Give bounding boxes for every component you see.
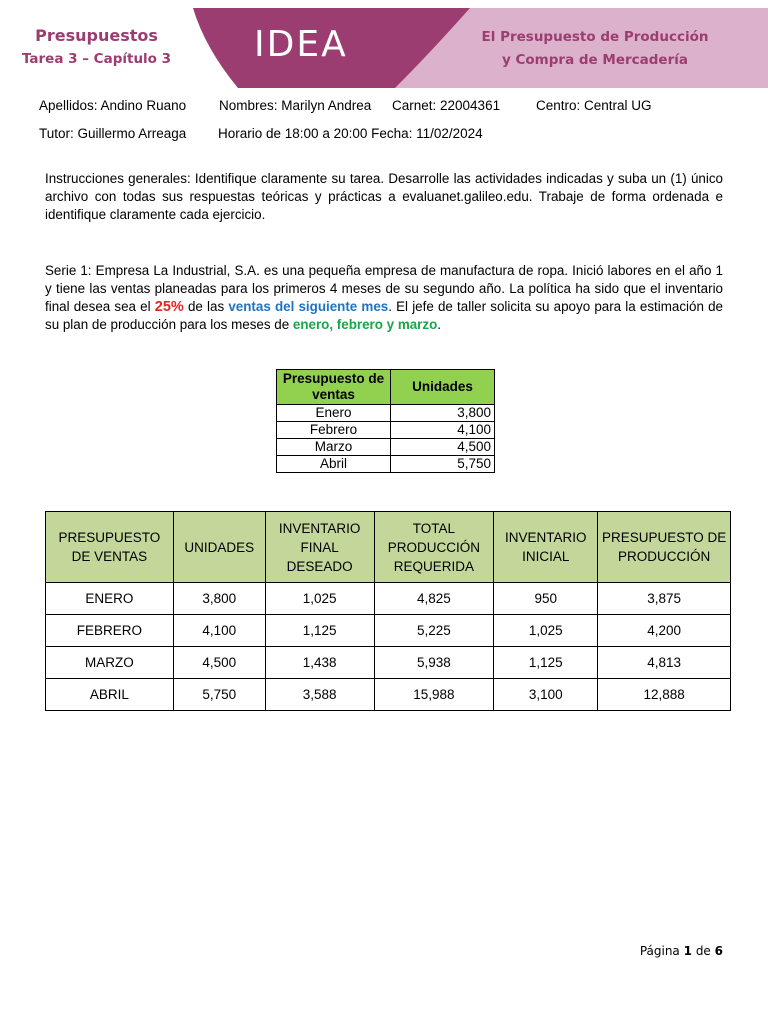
table-cell: 3,800 bbox=[391, 405, 495, 422]
table-row bbox=[277, 422, 495, 439]
table-cell: 3,100 bbox=[494, 679, 598, 711]
table-cell: FEBRERO bbox=[46, 615, 174, 647]
page-of: de bbox=[695, 944, 711, 958]
table-cell: Enero bbox=[277, 405, 391, 422]
serie-paragraph bbox=[45, 262, 723, 334]
student-carnet: Carnet: 22004361 bbox=[392, 98, 501, 113]
table-cell: 5,750 bbox=[173, 679, 265, 711]
serie-ventas: ventas del siguiente mes bbox=[228, 299, 389, 314]
table-cell: ABRIL bbox=[46, 679, 174, 711]
table-cell: 4,200 bbox=[598, 615, 731, 647]
table-cell: 5,750 bbox=[391, 456, 495, 473]
production-table-header bbox=[46, 512, 731, 583]
table-cell: Marzo bbox=[277, 439, 391, 456]
table-cell: 12,888 bbox=[598, 679, 731, 711]
table-cell: 4,100 bbox=[173, 615, 265, 647]
production-header-cell: INVENTARIO INICIAL bbox=[494, 512, 598, 583]
header-banner bbox=[0, 8, 768, 88]
table-cell: 4,825 bbox=[374, 583, 494, 615]
production-header-cell: PRESUPUESTO DE VENTAS bbox=[46, 512, 174, 583]
table-row bbox=[277, 456, 495, 473]
student-centro: Centro: Central UG bbox=[536, 98, 652, 113]
production-header-cell: INVENTARIO FINAL DESEADO bbox=[265, 512, 374, 583]
table-cell: ENERO bbox=[46, 583, 174, 615]
production-header-cell: PRESUPUESTO DE PRODUCCIÓN bbox=[598, 512, 731, 583]
serie-text-1: Serie 1: Empresa La Industrial, S.A. es una pequeña empresa de manufactura de ropa. Inició labores en el año 1 y tiene las ventas planeadas para los primeros 4 meses de su segundo año. La política ha sido que el inventario final desea sea el bbox=[45, 263, 723, 314]
table-cell: 1,025 bbox=[494, 615, 598, 647]
sales-budget-table bbox=[276, 369, 495, 473]
sales-table-header bbox=[277, 370, 495, 405]
table-cell: 5,225 bbox=[374, 615, 494, 647]
table-cell: Abril bbox=[277, 456, 391, 473]
header-course bbox=[0, 26, 193, 72]
student-tutor: Tutor: Guillermo Arreaga bbox=[39, 126, 187, 141]
table-cell: 5,938 bbox=[374, 647, 494, 679]
table-cell: 4,500 bbox=[391, 439, 495, 456]
idea-logo: IDEA bbox=[254, 24, 348, 65]
header-topic bbox=[470, 26, 720, 72]
student-horario: Horario de 18:00 a 20:00 Fecha: 11/02/2024 bbox=[218, 126, 483, 141]
serie-text-2: de las bbox=[183, 299, 229, 314]
table-row bbox=[277, 439, 495, 456]
production-header-cell: UNIDADES bbox=[173, 512, 265, 583]
table-row bbox=[46, 679, 731, 711]
table-row bbox=[277, 405, 495, 422]
production-header-cell: TOTAL PRODUCCIÓN REQUERIDA bbox=[374, 512, 494, 583]
table-row bbox=[46, 615, 731, 647]
serie-percent: 25% bbox=[154, 299, 184, 315]
table-row bbox=[46, 647, 731, 679]
page-current: 1 bbox=[683, 944, 692, 958]
page-label: Página bbox=[639, 944, 680, 958]
table-cell: 3,588 bbox=[265, 679, 374, 711]
student-nombres: Nombres: Marilyn Andrea bbox=[219, 98, 372, 113]
production-budget-table bbox=[45, 511, 731, 711]
page-total: 6 bbox=[714, 944, 723, 958]
instructions-paragraph: Instrucciones generales: Identifique claramente su tarea. Desarrolle las actividades indicadas y suba un (1) único archivo con todas sus respuestas teóricas y prácticas a evaluanet.galileo.edu. Trabaje de forma ordenada e identifique claramente cada ejercicio. bbox=[45, 171, 723, 222]
table-cell: 4,813 bbox=[598, 647, 731, 679]
serie-text-3: . El jefe de taller solicita su apoyo para la estimación de su plan de producción para los meses de bbox=[45, 299, 723, 332]
student-apellidos: Apellidos: Andino Ruano bbox=[39, 98, 187, 113]
table-cell: 1,025 bbox=[265, 583, 374, 615]
topic-line-1: El Presupuesto de Producción bbox=[481, 29, 709, 45]
table-cell: Febrero bbox=[277, 422, 391, 439]
table-cell: 4,500 bbox=[173, 647, 265, 679]
table-cell: 1,438 bbox=[265, 647, 374, 679]
table-row bbox=[46, 583, 731, 615]
serie-text-4: . bbox=[437, 317, 441, 332]
table-cell: 950 bbox=[494, 583, 598, 615]
sales-header-cell: Unidades bbox=[391, 370, 495, 405]
course-subtitle: Tarea 3 – Capítulo 3 bbox=[21, 51, 172, 67]
serie-meses: enero, febrero y marzo bbox=[292, 317, 438, 332]
sales-header-cell: Presupuesto de ventas bbox=[277, 370, 391, 405]
course-title: Presupuestos bbox=[35, 26, 158, 45]
table-cell: 1,125 bbox=[265, 615, 374, 647]
table-cell: 15,988 bbox=[374, 679, 494, 711]
table-cell: 4,100 bbox=[391, 422, 495, 439]
table-cell: 3,800 bbox=[173, 583, 265, 615]
table-cell: 1,125 bbox=[494, 647, 598, 679]
page-number bbox=[640, 944, 723, 958]
table-cell: MARZO bbox=[46, 647, 174, 679]
topic-line-2: y Compra de Mercadería bbox=[502, 52, 688, 68]
table-cell: 3,875 bbox=[598, 583, 731, 615]
